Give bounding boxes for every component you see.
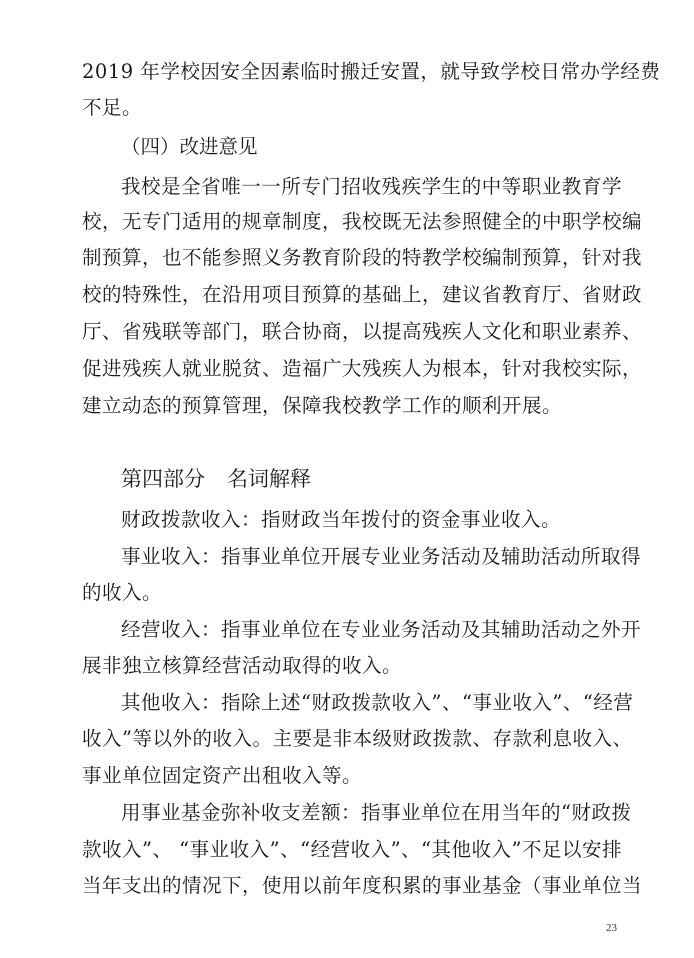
definition-other: 事业单位固定资产出租收入等。 (82, 764, 363, 787)
text-line: 促进残疾人就业脱贫、造福广大残疾人为根本，针对我校实际， (82, 357, 643, 380)
definition-fund: 款收入”、 “事业收入”、“经营收入”、“其他收入”不足以安排 (82, 838, 622, 861)
definition-operating: 展非独立核算经营活动取得的收入。 (82, 654, 403, 677)
text-line: 我校是全省唯一一所专门招收残疾学生的中等职业教育学 (121, 175, 622, 198)
page-number: 23 (606, 922, 617, 934)
text-line: 不足。 (82, 96, 143, 119)
section-heading-part: 第四部分 (121, 467, 205, 491)
definition-business: 事业收入：指事业单位开展专业业务活动及辅助活动所取得 (121, 545, 642, 568)
text-line: 建立动态的预算管理，保障我校教学工作的顺利开展。 (82, 394, 563, 417)
text-line: 校的特殊性，在沿用项目预算的基础上，建议省教育厅、省财政 (82, 283, 643, 306)
text-line: 校，无专门适用的规章制度，我校既无法参照健全的中职学校编 (82, 210, 643, 233)
text-line: 制预算，也不能参照义务教育阶段的特教学校编制预算，针对我 (82, 246, 643, 269)
subheading-improvement: （四）改进意见 (121, 135, 258, 158)
definition-business: 的收入。 (82, 581, 163, 604)
definition-fiscal: 财政拨款收入：指财政当年拨付的资金事业收入。 (121, 508, 562, 531)
definition-other: 其他收入：指除上述“财政拨款收入”、“事业收入”、“经营 (121, 691, 634, 714)
definition-fund: 当年支出的情况下，使用以前年度积累的事业基金（事业单位当 (82, 874, 643, 897)
text-line: 厅、省残联等部门，联合协商，以提高残疾人文化和职业素养、 (82, 320, 643, 343)
definition-other: 收入”等以外的收入。主要是非本级财政拨款、存款利息收入、 (82, 727, 633, 750)
text-line: 2019 年学校因安全因素临时搬迁安置，就导致学校日常办学经费 (82, 60, 661, 83)
definition-operating: 经营收入：指事业单位在专业业务活动及其辅助活动之外开 (121, 618, 642, 641)
section-heading (121, 463, 311, 495)
definition-fund: 用事业基金弥补收支差额：指事业单位在用当年的“财政拨 (121, 801, 632, 824)
section-heading-title: 名词解释 (227, 467, 311, 491)
